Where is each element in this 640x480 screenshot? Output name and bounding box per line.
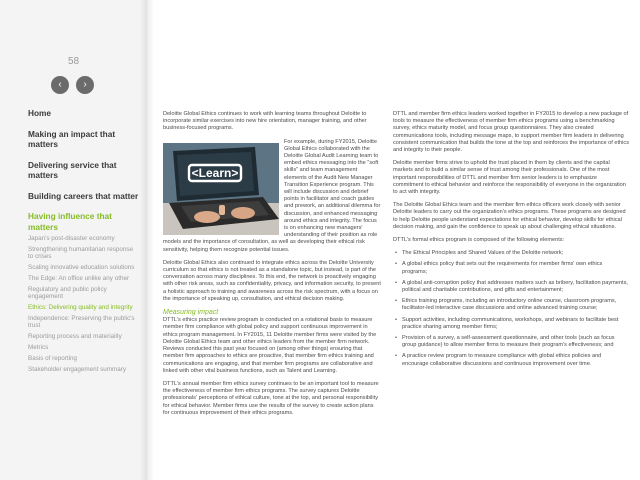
- page-number: 58: [67, 56, 80, 67]
- ethics-elements-list: [393, 250, 629, 368]
- paragraph: DTTL's formal ethics program is composed of the following elements:: [393, 237, 565, 244]
- list-item: • A practice review program to measure compliance with global ethics policies and encourage collaborative discussions and continuous improvement over time.: [393, 353, 629, 367]
- sidebar-nav: [28, 108, 140, 376]
- nav-sub-item[interactable]: Ethics: Delivering quality and integrity: [28, 304, 133, 312]
- list-item: • A global anti-corruption policy that addresses matters such as bribery, facilitation payments, political and charitable contributions, and gifts and entertainment;: [393, 280, 629, 294]
- paragraph: Deloitte Global Ethics also continued to integrate ethics across the Deloitte University curriculum so that ethics is not treated as a standalone topic, but instead, is part of the conversation across many disciplines. To this end, the network is proactively engaging with other risk areas, such as confidentiality, privacy, and information security, to present a holistic approach to training and awareness across the risk spectrum, with a focus on the importance of speaking up, consultation, and ethical decision making.: [163, 259, 381, 302]
- nav-sub-item[interactable]: Scaling innovative education solutions: [28, 264, 135, 272]
- nav-sub-item[interactable]: Independence: Preserving the public's trust: [28, 314, 135, 330]
- nav-sub-item[interactable]: Basis of reporting: [28, 354, 78, 362]
- nav-sub-item[interactable]: Strengthening humanitarian response to crises: [28, 245, 134, 261]
- right-column: [393, 111, 629, 372]
- list-item: • Support activities, including communications, workshops, and webinars to facilitate best practice sharing among member firms;: [393, 317, 629, 331]
- learn-laptop-image: [163, 143, 279, 235]
- paragraph: DTTL's annual member firm ethics survey continues to be an important tool to measure the effectiveness of member firm ethics programs. The survey captures Deloitte professionals' perceptions of ethical culture, tone at the top, and personal responsibility for ethical behavior. Member firms use the results of the survey to create action plans for continuous improvement of their ethics programs.: [163, 380, 379, 416]
- nav-sub-list: [28, 235, 140, 373]
- previous-page-button[interactable]: ‹: [51, 76, 69, 94]
- list-item: • Ethics training programs, including an introductory online course, classroom programs, facilitator-led interactive case discussions and online advanced training course;: [393, 298, 629, 312]
- nav-sub-item[interactable]: Japan's post-disaster economy: [28, 235, 115, 242]
- nav-sub-item[interactable]: Stakeholder engagement summary: [28, 365, 127, 373]
- nav-sub-item[interactable]: Regulatory and public policy engagement: [28, 285, 107, 301]
- nav-sub-item[interactable]: Reporting process and materiality: [28, 333, 122, 341]
- screen-learn-text: <Learn>: [191, 165, 239, 180]
- next-page-button[interactable]: ›: [76, 76, 94, 94]
- paragraph: For example, during FY2015, Deloitte Global Ethics collaborated with the Deloitte Global Audit Learning team to embed ethics messaging into the "soft skills" and team management elements of the Audit New Manager Transition Experience program. This will include discussion and debrief points in facilitator and coach guides and prework, an additional dilemma for discussion, and enhanced messaging around ethics and integrity. The focus is on enhancing new managers' understanding of their position as role models and the importance of consultation, as well as developing their ethical risk sensitivity, helping them recognize potential issues.: [163, 138, 381, 253]
- section-heading: Measuring impact: [163, 309, 219, 317]
- paragraph: Deloitte Global Ethics continues to work with learning teams throughout Deloitte to incorporate similar exercises into new hire orientation, manager training, and other business-focused programs.: [163, 111, 367, 132]
- sidebar-divider: [140, 0, 154, 480]
- nav-sub-item[interactable]: Metrics: [28, 344, 49, 352]
- nav-building-careers[interactable]: Building careers that matter: [28, 190, 139, 201]
- nav-sub-item[interactable]: The Edge: An office unlike any other: [28, 274, 130, 282]
- list-item: • Provision of a survey, a self-assessment questionnaire, and other tools (such as focus group guidance) to allow member firms to measure their program's effectiveness; and: [393, 335, 629, 349]
- paragraph: DTTL and member firm ethics leaders worked together in FY2015 to develop a new package of tools to measure the effectiveness of member firm ethics programs using a benchmarking survey, ethics maturity model, and focus group questionnaires. They also created communications tools, including message maps, to support member firm leaders in delivering consistent communication that builds the tone at the top and reinforces the importance of ethics and integrity to their people.: [393, 111, 630, 154]
- left-column: [163, 111, 381, 423]
- nav-delivering-service[interactable]: Delivering service that matters: [28, 159, 117, 180]
- paragraph: Deloitte member firms strive to uphold the trust placed in them by clients and the capital markets and to build a similar sense of trust among their professionals. One of the most important responsibilities of DTTL and member firm senior leaders is to emphasize commitment to ethical behavior and reinforce the responsibility of everyone in the organization to act with integrity.: [393, 160, 626, 196]
- paragraph: DTTL's ethics practice review program is conducted on a rotational basis to measure member firm compliance with global policy and support continuous improvement in ethics program management. In FY2015, 11 Deloitte member firms were visited by the Deloitte Global Ethics team and other ethics leaders from the member firm network. Reviews conducted this past year focused on (among other things) ensuring that member firm approaches to ethics are proactive, that member firm ethics training and communications are engaging, and that member firm programs are collaborative and linked with other vital business functions, such as Talent and Learning.: [163, 317, 377, 374]
- nav-making-an-impact[interactable]: Making an impact that matters: [28, 128, 116, 149]
- list-item: • The Ethical Principles and Shared Values of the Deloitte network;: [393, 250, 629, 257]
- nav-home[interactable]: Home: [28, 108, 52, 118]
- list-item: • A global ethics policy that sets out the requirements for member firms' own ethics programs;: [393, 261, 629, 275]
- nav-having-influence[interactable]: Having influence that matters: [28, 211, 112, 232]
- paragraph: The Deloitte Global Ethics team and the member firm ethics officers work closely with senior Deloitte leaders to carry out the organization's ethics programs. These programs are designed to help Deloitte people understand expectations for ethical behavior, develop skills for ethical decision making, and gain the confidence to speak up about challenging ethical situations.: [393, 202, 626, 230]
